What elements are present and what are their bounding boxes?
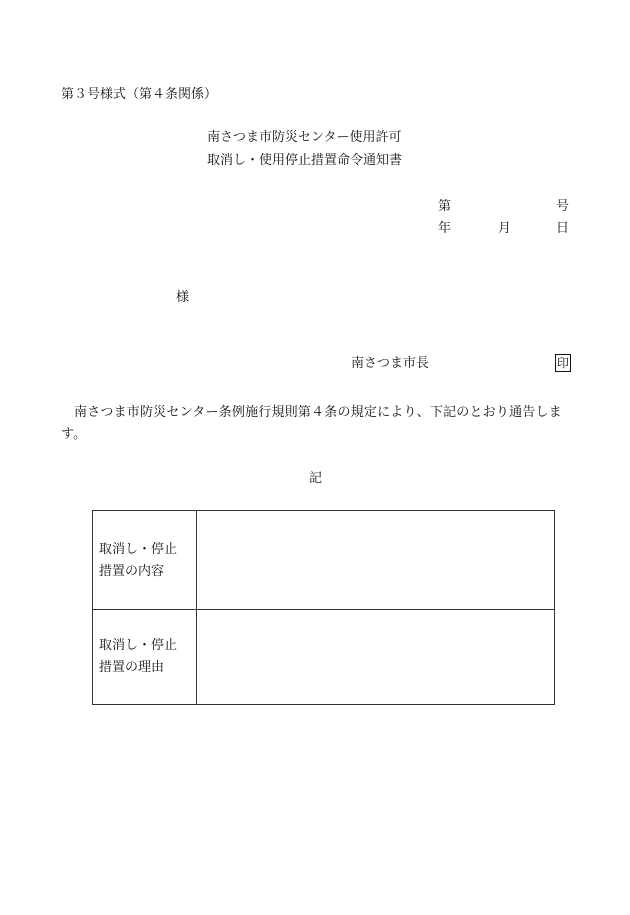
seal-mark: 印 <box>556 356 569 370</box>
table-label-line-2: 措置の内容 <box>99 564 165 579</box>
notice-body-text: 南さつま市防災センター条例施行規則第４条の規定により、下記のとおり通告します。 <box>61 405 562 442</box>
date-day-label: 日 <box>556 221 570 236</box>
form-number: 第３号様式（第４条関係） <box>61 87 218 102</box>
date-month-label: 月 <box>498 221 512 236</box>
table-label-line-1: 取消し・停止 <box>99 638 178 653</box>
table-row-content <box>93 511 554 610</box>
table-label-line-2: 措置の理由 <box>99 660 165 675</box>
date-year-label: 年 <box>438 221 452 236</box>
table-label-cell <box>93 609 197 704</box>
details-table <box>92 510 555 705</box>
addressee-honorific: 様 <box>176 290 190 305</box>
table-label-cell <box>93 511 197 609</box>
table-value-cell-reason[interactable] <box>197 609 554 704</box>
document-title-line-2: 取消し・使用停止措置命令通知書 <box>207 153 403 168</box>
table-label-text <box>99 635 177 679</box>
ki-heading: 記 <box>309 471 323 486</box>
table-label-line-1: 取消し・停止 <box>99 542 178 557</box>
document-number-suffix: 号 <box>556 199 570 214</box>
document-title-line-1: 南さつま市防災センター使用許可 <box>207 130 402 145</box>
table-label-text <box>99 539 177 583</box>
document-number-prefix: 第 <box>438 199 452 214</box>
issuer-name: 南さつま市長 <box>351 356 430 371</box>
table-value-cell-content[interactable] <box>197 511 554 609</box>
table-row-reason <box>93 609 554 704</box>
